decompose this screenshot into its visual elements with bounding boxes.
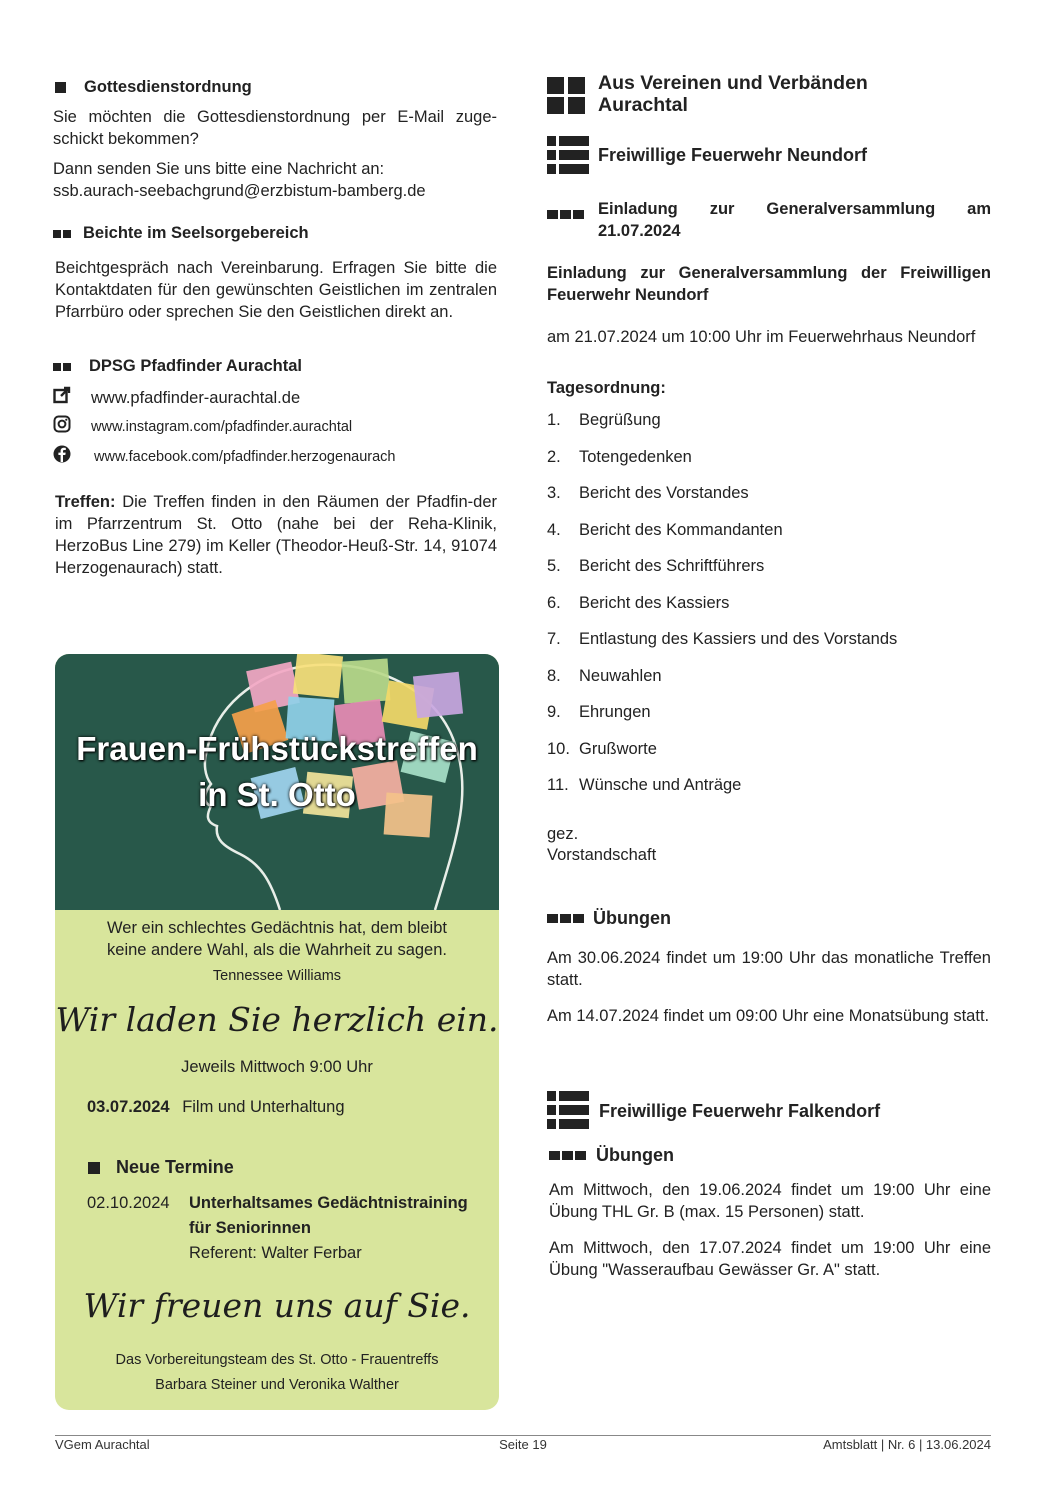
agenda-item — [547, 448, 991, 485]
vorstandschaft-label: Vorstandschaft — [547, 845, 657, 864]
footer-rule — [55, 1435, 991, 1436]
gottesdienst-email[interactable]: ssb.aurach-seebachgrund@erzbistum-bamberg.de — [53, 182, 426, 200]
einladung-bold-text: Einladung zur Generalversammlung der Freiwilligen Feuerwehr Neundorf — [547, 264, 991, 304]
agenda-item-text: Bericht des Kassiers — [579, 593, 730, 612]
treffen-description: Die Treffen finden in den Räumen der Pfadfin-der im Pfarrzentrum St. Otto (nahe bei der Reha-Klinik, HerzoBus Line 279) im Keller (Theodor-Heuß-Str. 14, 91074 Herzogenaurach) statt. — [55, 493, 497, 577]
external-link-icon — [53, 386, 73, 410]
square-bullet-icon — [53, 230, 61, 238]
dpsg-facebook-link[interactable]: www.facebook.com/pfadfinder.herzogenaurach — [94, 449, 396, 465]
footer-page-number: Seite 19 — [499, 1437, 547, 1452]
gottesdienst-text: Sie möchten die Gottesdienstordnung per E-Mail zuge-schickt bekommen? — [53, 108, 497, 148]
agenda-item-text: Grußworte — [579, 739, 657, 758]
poster-date2-title2: für Seniorinnen — [189, 1219, 311, 1237]
square-bullet-icon — [55, 82, 66, 93]
agenda-item-text: Wünsche und Anträge — [579, 776, 742, 794]
dpsg-instagram-link[interactable]: www.instagram.com/pfadfinder.aurachtal — [91, 419, 353, 435]
poster-date2-referent: Referent: Walter Ferbar — [189, 1244, 362, 1262]
agenda-item-text: Totengedenken — [579, 447, 692, 466]
footer-left: VGem Aurachtal — [55, 1437, 150, 1452]
poster-date1: 03.07.2024 — [87, 1098, 170, 1116]
list-icon — [547, 136, 589, 176]
agenda-item-number: 9. — [547, 703, 561, 721]
agenda-item-number: 10. — [547, 739, 570, 758]
section-title-block — [547, 72, 991, 118]
right-column — [547, 72, 991, 1281]
agenda-item — [547, 594, 991, 631]
gez-label: gez. — [547, 824, 579, 843]
agenda-item-text: Begrüßung — [579, 411, 661, 429]
agenda-item-text: Bericht des Kommandanten — [579, 520, 783, 539]
agenda-item-number: 6. — [547, 593, 561, 612]
sticky-note — [293, 654, 343, 698]
agenda-item — [547, 411, 991, 448]
poster-invitation-script: Wir laden Sie herzlich ein. — [55, 1000, 499, 1039]
agenda-item — [547, 557, 991, 594]
section-heading-beichte: Beichte im Seelsorgebereich — [53, 222, 497, 244]
instagram-icon — [53, 415, 73, 440]
agenda-item — [547, 484, 991, 521]
square-bullet-icon — [88, 1162, 100, 1174]
list-icon — [547, 1091, 589, 1131]
dpsg-website-link[interactable]: www.pfadfinder-aurachtal.de — [91, 389, 301, 407]
agenda-item-number: 8. — [547, 666, 561, 685]
agenda-item-text: Entlastung des Kassiers und des Vorstands — [579, 630, 898, 648]
square-bullet-icon — [63, 230, 71, 238]
agenda-item-number: 11. — [547, 776, 569, 794]
poster-date2-title1: Unterhaltsames Gedächtnistraining — [189, 1194, 468, 1212]
poster-date1-row — [87, 1098, 345, 1117]
uebungen-heading-neundorf: Übungen — [547, 908, 991, 929]
poster-closing-script: Wir freuen uns auf Sie. — [83, 1286, 471, 1325]
agenda-item-number: 4. — [547, 520, 561, 539]
poster-team-line2: Barbara Steiner und Veronika Walther — [155, 1377, 399, 1393]
double-square-icon — [547, 77, 587, 114]
poster-quote-line2: keine andere Wahl, als die Wahrheit zu sagen. — [107, 941, 447, 959]
treffen-label: Treffen: — [55, 493, 116, 511]
dpsg-treffen-text — [53, 491, 497, 579]
neundorf-uebung2: Am 14.07.2024 findet um 09:00 Uhr eine Monatsübung statt. — [547, 1006, 990, 1025]
sticky-note — [342, 658, 391, 703]
poster-chalkboard-image — [55, 654, 499, 910]
section-heading-gottesdienst: Gottesdienstordnung — [53, 76, 497, 98]
agenda-item — [547, 521, 991, 558]
dpsg-web-row[interactable] — [53, 386, 497, 410]
agenda-item-text: Bericht des Schriftführers — [579, 557, 765, 575]
agenda-item-number: 3. — [547, 484, 561, 502]
agenda-list — [547, 411, 991, 813]
agenda-item-number: 2. — [547, 447, 561, 466]
dpsg-instagram-row[interactable] — [53, 415, 497, 439]
gottesdienst-contact-line: Dann senden Sie uns bitte eine Nachricht an: — [53, 160, 385, 178]
poster-schedule: Jeweils Mittwoch 9:00 Uhr — [181, 1058, 373, 1076]
falkendorf-heading: Freiwillige Feuerwehr Falkendorf — [547, 1091, 991, 1133]
agenda-item-number: 7. — [547, 630, 561, 648]
poster-date1-text: Film und Unterhaltung — [182, 1098, 345, 1116]
square-bullet-icon — [53, 363, 61, 371]
section-heading-dpsg: DPSG Pfadfinder Aurachtal — [53, 355, 497, 377]
agenda-item-number: 5. — [547, 557, 561, 575]
agenda-item — [547, 630, 991, 667]
agenda-item-number: 1. — [547, 411, 561, 429]
poster-title-line2: in St. Otto — [198, 776, 356, 813]
neundorf-heading: Freiwillige Feuerwehr Neundorf — [547, 136, 991, 176]
einladung-heading: Einladung zur Generalversammlung am 21.07.2024 — [547, 198, 991, 242]
agenda-item — [547, 740, 991, 777]
poster-title-line1: Frauen-Frühstückstreffen — [76, 730, 478, 767]
agenda-item-text: Ehrungen — [579, 703, 651, 721]
falkendorf-uebung2: Am Mittwoch, den 17.07.2024 findet um 19:00 Uhr eine Übung "Wasseraufbau Gewässer Gr. A" statt. — [549, 1238, 991, 1279]
left-column — [53, 76, 497, 579]
poster-date2: 02.10.2024 — [87, 1194, 170, 1212]
sticky-note — [413, 672, 463, 719]
footer-right: Amtsblatt | Nr. 6 | 13.06.2024 — [823, 1437, 991, 1452]
uebungen-heading-falkendorf: Übungen — [547, 1145, 991, 1166]
agenda-item — [547, 776, 991, 813]
tagesordnung-heading: Tagesordnung: — [547, 379, 666, 397]
agenda-item — [547, 667, 991, 704]
agenda-item-text: Bericht des Vorstandes — [579, 484, 749, 502]
facebook-icon — [53, 445, 73, 470]
poster-neue-termine: Neue Termine — [88, 1157, 234, 1178]
square-bullet-icon — [63, 363, 71, 371]
section-title: Aus Vereinen und Verbänden Aurachtal — [598, 72, 868, 116]
falkendorf-uebung1: Am Mittwoch, den 19.06.2024 findet um 19:00 Uhr eine Übung THL Gr. B (max. 15 Personen) statt. — [549, 1180, 991, 1221]
frauen-fruehstueck-poster — [55, 654, 499, 1410]
triple-square-icon — [547, 203, 586, 225]
poster-quote-line1: Wer ein schlechtes Gedächtnis hat, dem bleibt — [107, 919, 447, 937]
beichte-text: Beichtgespräch nach Vereinbarung. Erfragen Sie bitte die Kontaktdaten für den gewünschten Geistlichen im zentralen Pfarrbüro oder sprechen Sie den Geistlichen direkt an. — [55, 259, 497, 321]
dpsg-facebook-row[interactable] — [53, 445, 497, 469]
poster-team-line1: Das Vorbereitungsteam des St. Otto - Frauentreffs — [115, 1352, 439, 1368]
einladung-when: am 21.07.2024 um 10:00 Uhr im Feuerwehrhaus Neundorf — [547, 328, 976, 346]
agenda-item-text: Neuwahlen — [579, 666, 662, 685]
neundorf-uebung1: Am 30.06.2024 findet um 19:00 Uhr das monatliche Treffen statt. — [547, 948, 991, 989]
poster-quote-author: Tennessee Williams — [212, 968, 342, 984]
agenda-item — [547, 703, 991, 740]
